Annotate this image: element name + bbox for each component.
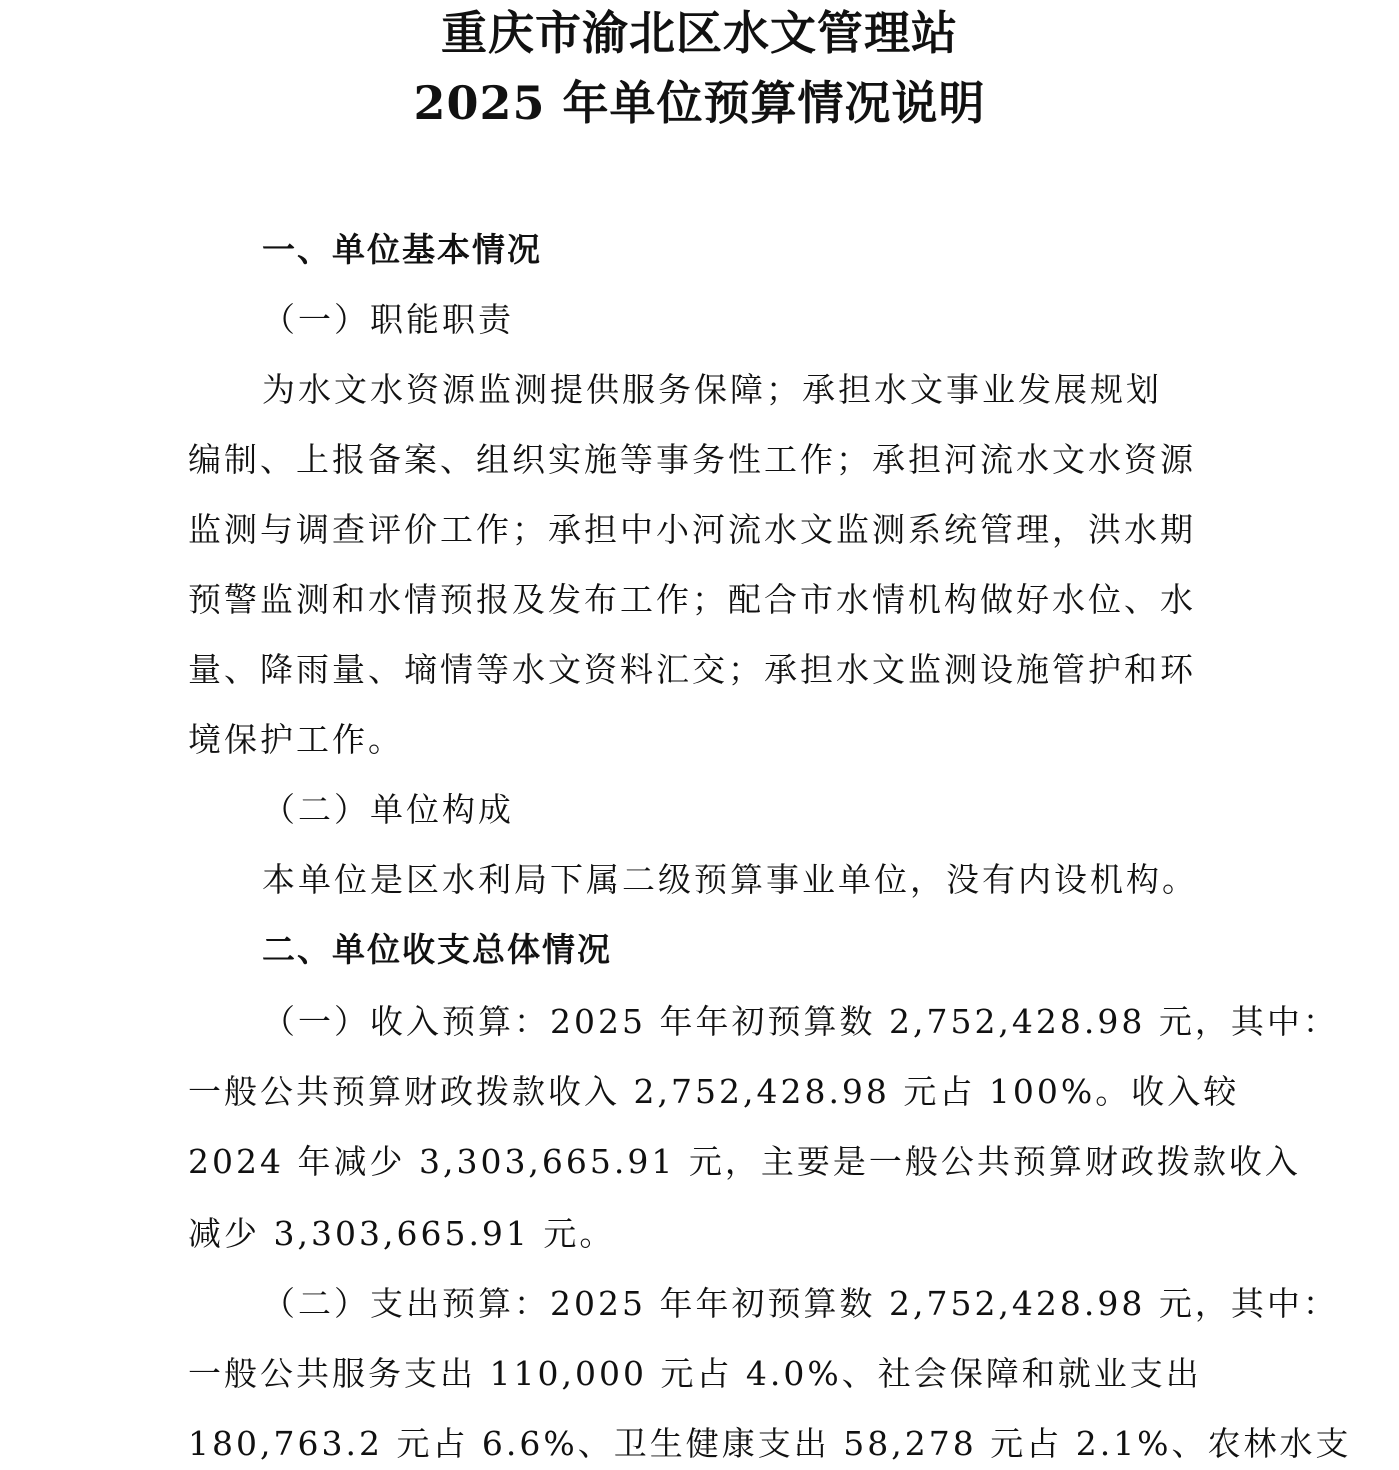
section-heading-budget-overview: 二、单位收支总体情况: [262, 930, 612, 969]
subsection-heading-functions: （一）职能职责: [262, 300, 514, 339]
paragraph-line: 境保护工作。: [188, 720, 404, 759]
subsection-heading-composition: （二）单位构成: [262, 790, 514, 829]
document-subtitle: 2025 年单位预算情况说明: [413, 76, 986, 130]
paragraph-line: 180,763.2 元占 6.6%、卫生健康支出 58,278 元占 2.1%、农林水支: [188, 1424, 1352, 1463]
paragraph-line: 为水文水资源监测提供服务保障；承担水文事业发展规划: [262, 370, 1162, 409]
paragraph-line: 编制、上报备案、组织实施等事务性工作；承担河流水文水资源: [188, 440, 1196, 479]
section-heading-basic-info: 一、单位基本情况: [262, 230, 542, 269]
paragraph-line: 量、降雨量、墒情等水文资料汇交；承担水文监测设施管护和环: [188, 650, 1196, 689]
paragraph-line: 一般公共服务支出 110,000 元占 4.0%、社会保障和就业支出: [188, 1354, 1202, 1393]
document-title: 重庆市渝北区水文管理站: [441, 6, 958, 60]
paragraph-line: 一般公共预算财政拨款收入 2,752,428.98 元占 100%。收入较: [188, 1072, 1240, 1111]
paragraph-line: 2024 年减少 3,303,665.91 元，主要是一般公共预算财政拨款收入: [188, 1142, 1301, 1181]
paragraph-line: 监测与调查评价工作；承担中小河流水文监测系统管理，洪水期: [188, 510, 1196, 549]
paragraph-line: （一）收入预算：2025 年年初预算数 2,752,428.98 元，其中：: [262, 1002, 1339, 1041]
paragraph-line: 减少 3,303,665.91 元。: [188, 1214, 616, 1253]
paragraph-line: （二）支出预算：2025 年年初预算数 2,752,428.98 元，其中：: [262, 1284, 1339, 1323]
paragraph-line: 本单位是区水利局下属二级预算事业单位，没有内设机构。: [262, 860, 1198, 899]
paragraph-line: 预警监测和水情预报及发布工作；配合市水情机构做好水位、水: [188, 580, 1196, 619]
